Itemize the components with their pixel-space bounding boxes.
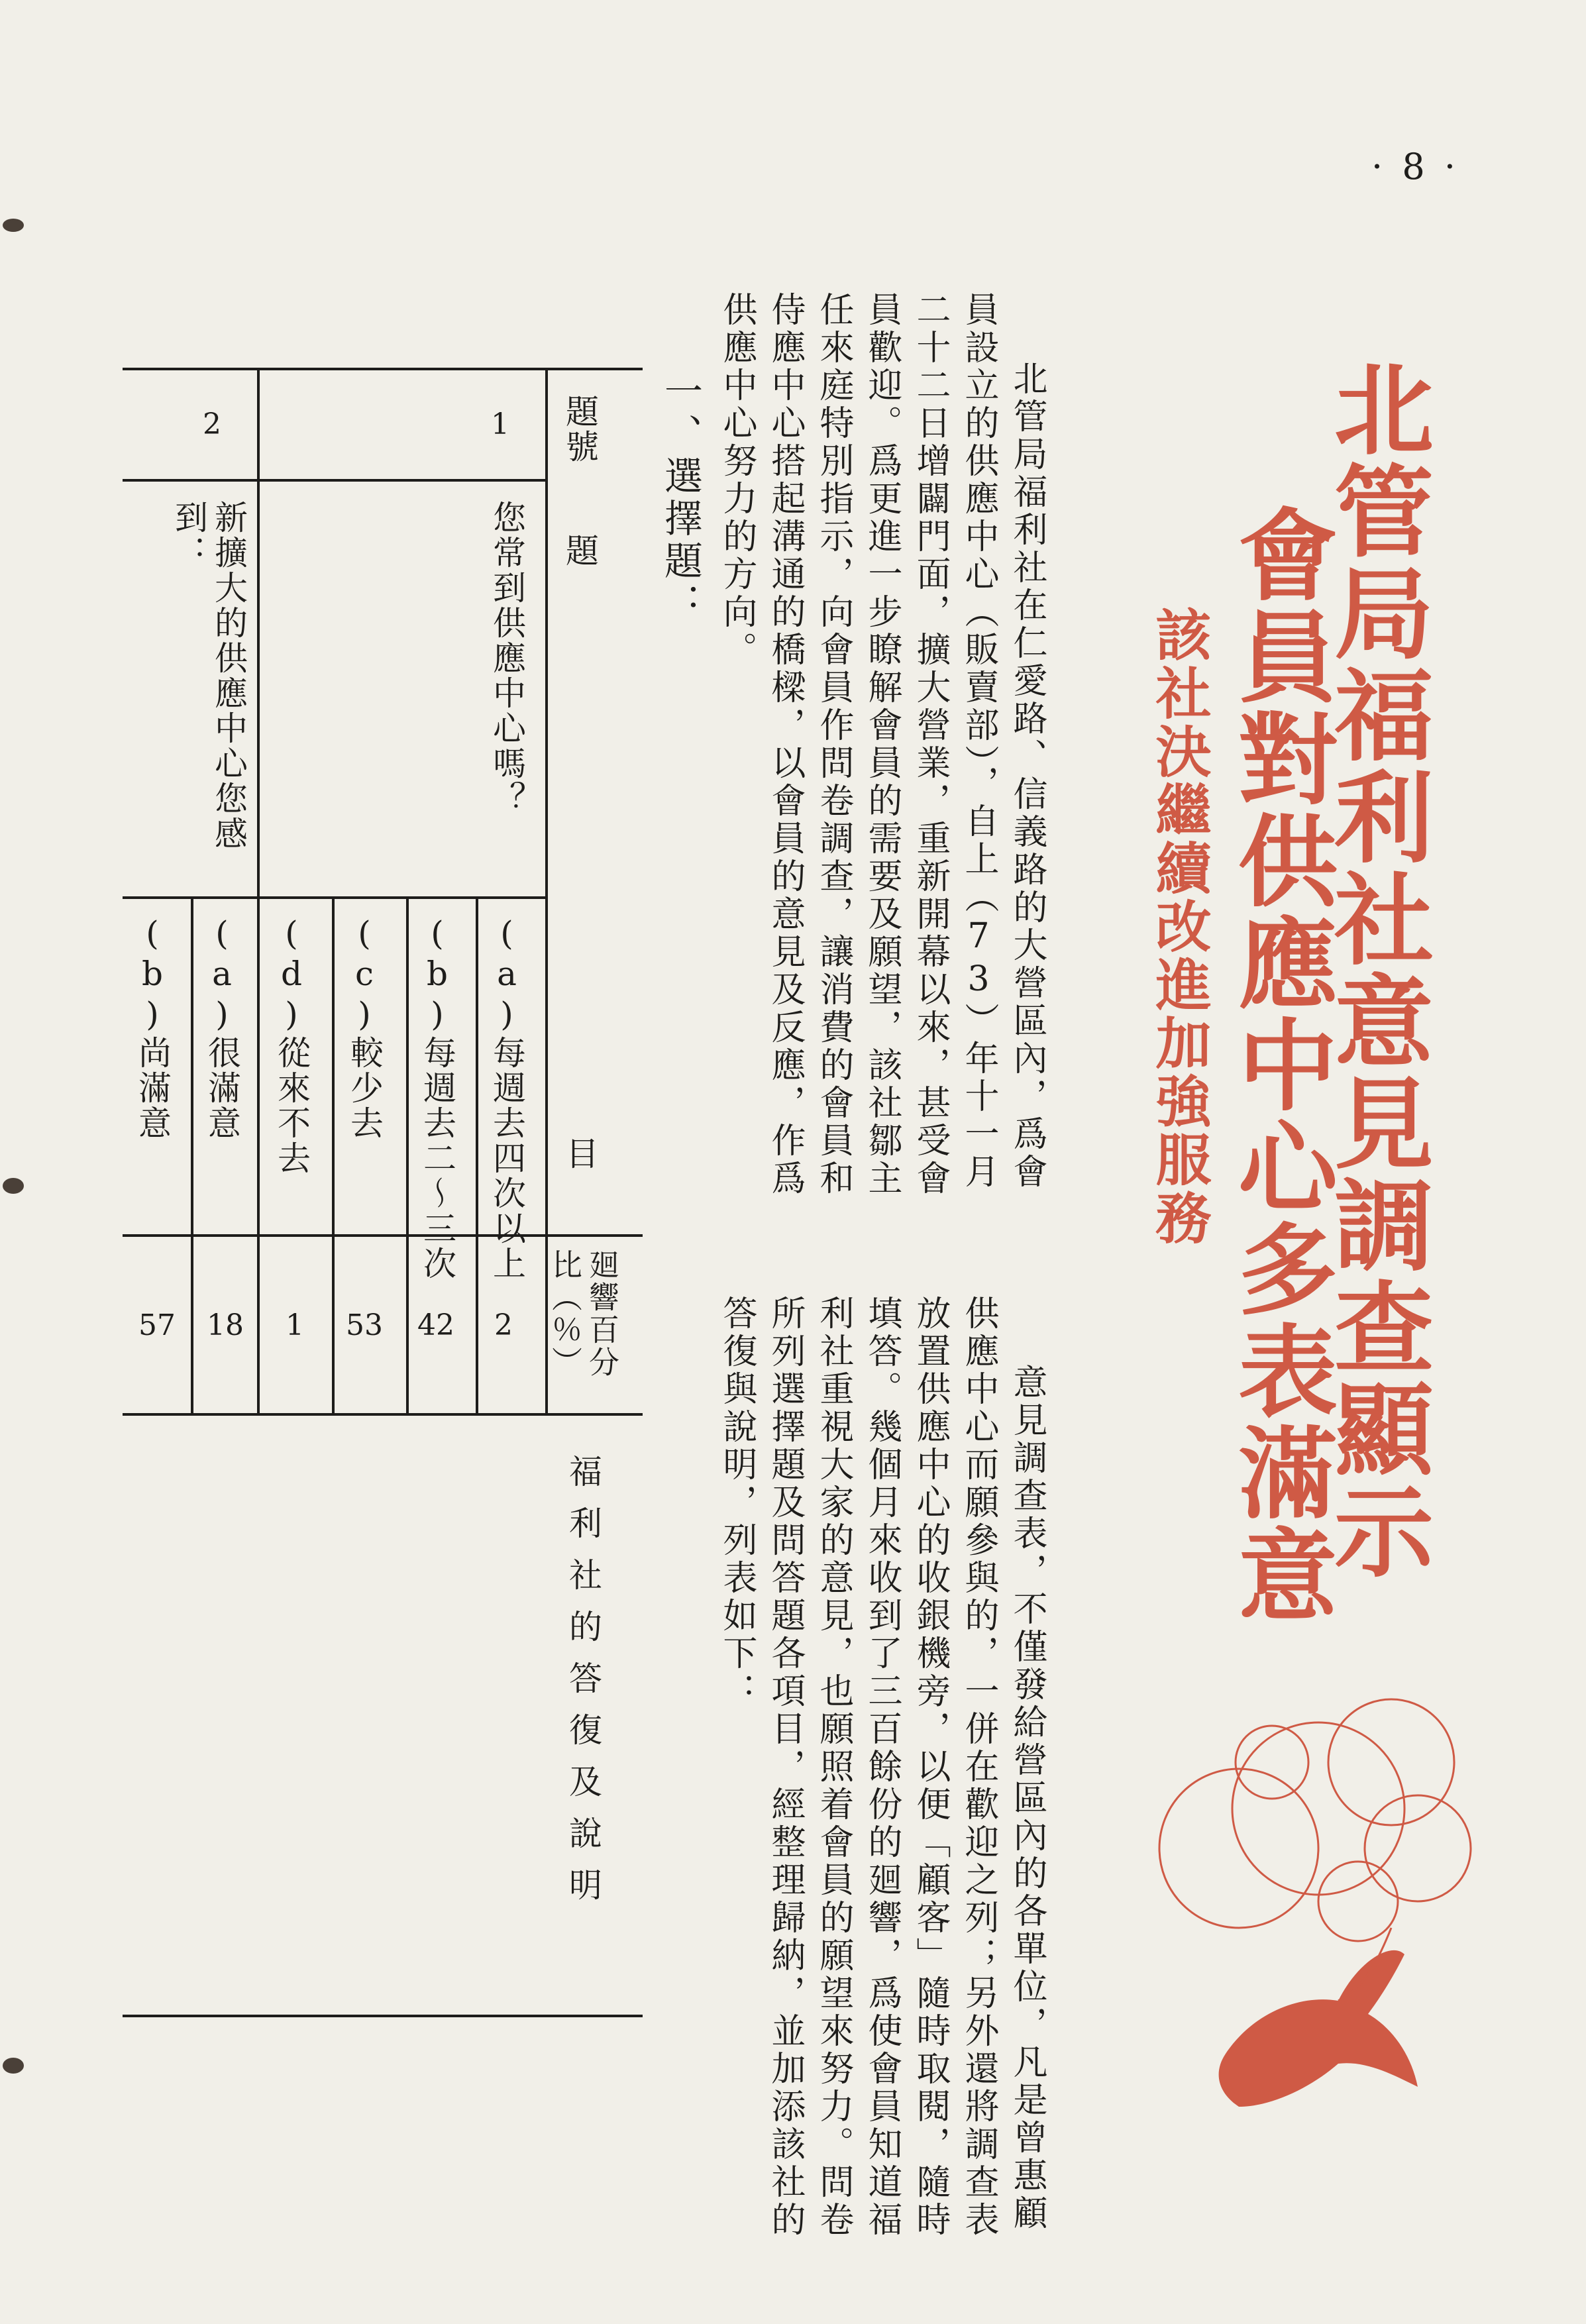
article-paragraph-2	[712, 1295, 1051, 2243]
row1-percent-d: 1	[286, 1308, 304, 1342]
header-question: 題	[560, 533, 599, 568]
binding-holes	[0, 0, 26, 2324]
row1-percent-b: 42	[417, 1308, 454, 1342]
decorative-ornament	[1139, 1683, 1484, 2146]
dove-icon	[1219, 1950, 1418, 2107]
survey-table	[123, 368, 643, 2017]
article-title-line2: 會員對供應中心多表滿意	[1221, 503, 1336, 1626]
header-no: 題號	[560, 394, 599, 464]
row1-percent-a: 2	[494, 1308, 513, 1342]
row1-percent-c: 53	[346, 1308, 383, 1342]
row2-option-b: (b)尚滿意	[133, 914, 172, 1141]
row1-option-a: (a)每週去四次以上	[488, 914, 526, 1281]
row2-option-a: (a)很滿意	[203, 914, 241, 1141]
row1-option-d: (d)從來不去	[272, 914, 311, 1176]
page-number: · 8 ·	[1371, 146, 1460, 187]
header-item: 目	[560, 1136, 599, 1171]
row2-question: 新擴大的供應中心您感到：	[170, 500, 248, 851]
ornament-circles	[1159, 1699, 1471, 1941]
article-title-line1: 北管局福利社意見調查顯示	[1317, 358, 1432, 1582]
row2-percent-b: 57	[138, 1308, 176, 1342]
article-paragraph-1	[712, 291, 1051, 1226]
row1-no: 1	[491, 407, 509, 441]
row2-no: 2	[203, 407, 221, 441]
header-percent: 廻響百分比（％）	[547, 1249, 620, 1379]
header-reply: 福利社的答復及說明	[564, 1454, 602, 1919]
row1-question: 您常到供應中心嗎？	[488, 500, 526, 816]
section-heading: 一、選擇題：	[658, 371, 703, 625]
paragraph-2-text: 意見調查表，不僅發給營區內的各單位，凡是曾惠顧供應中心而願參與的，一併在歡迎之列；另外還將調查表放置供應中心的收銀機旁，以便「顧客」隨時取閱，隨時填答。幾個月來收到了三百餘份的廻響，爲使會員知道福利社重視大家的意見，也願照着會員的願望來努力。問卷所列選擇題及問答題各項目，經整理歸納，並加添該社的答復與說明，列表如下：	[717, 1295, 1047, 2239]
article-subtitle: 該社決繼續改進加強服務	[1147, 606, 1212, 1247]
row1-option-b: (b)每週去二～三次	[418, 914, 456, 1281]
paragraph-1-text: 北管局福利社在仁愛路、信義路的大營區內，爲會員設立的供應中心（販賣部），自上（73）年十一月二十二日增闢門面，擴大營業，重新開幕以來，甚受會員歡迎。爲更進一步瞭解會員的需要及願望，該社鄒主任來庭特別指示，向會員作問卷調查，讓消費的會員和侍應中心搭起溝通的橋樑，以會員的意見及反應，作爲供應中心努力的方向。	[717, 291, 1047, 1198]
row1-option-c: (c)較少去	[345, 914, 384, 1141]
row2-percent-a: 18	[207, 1308, 244, 1342]
